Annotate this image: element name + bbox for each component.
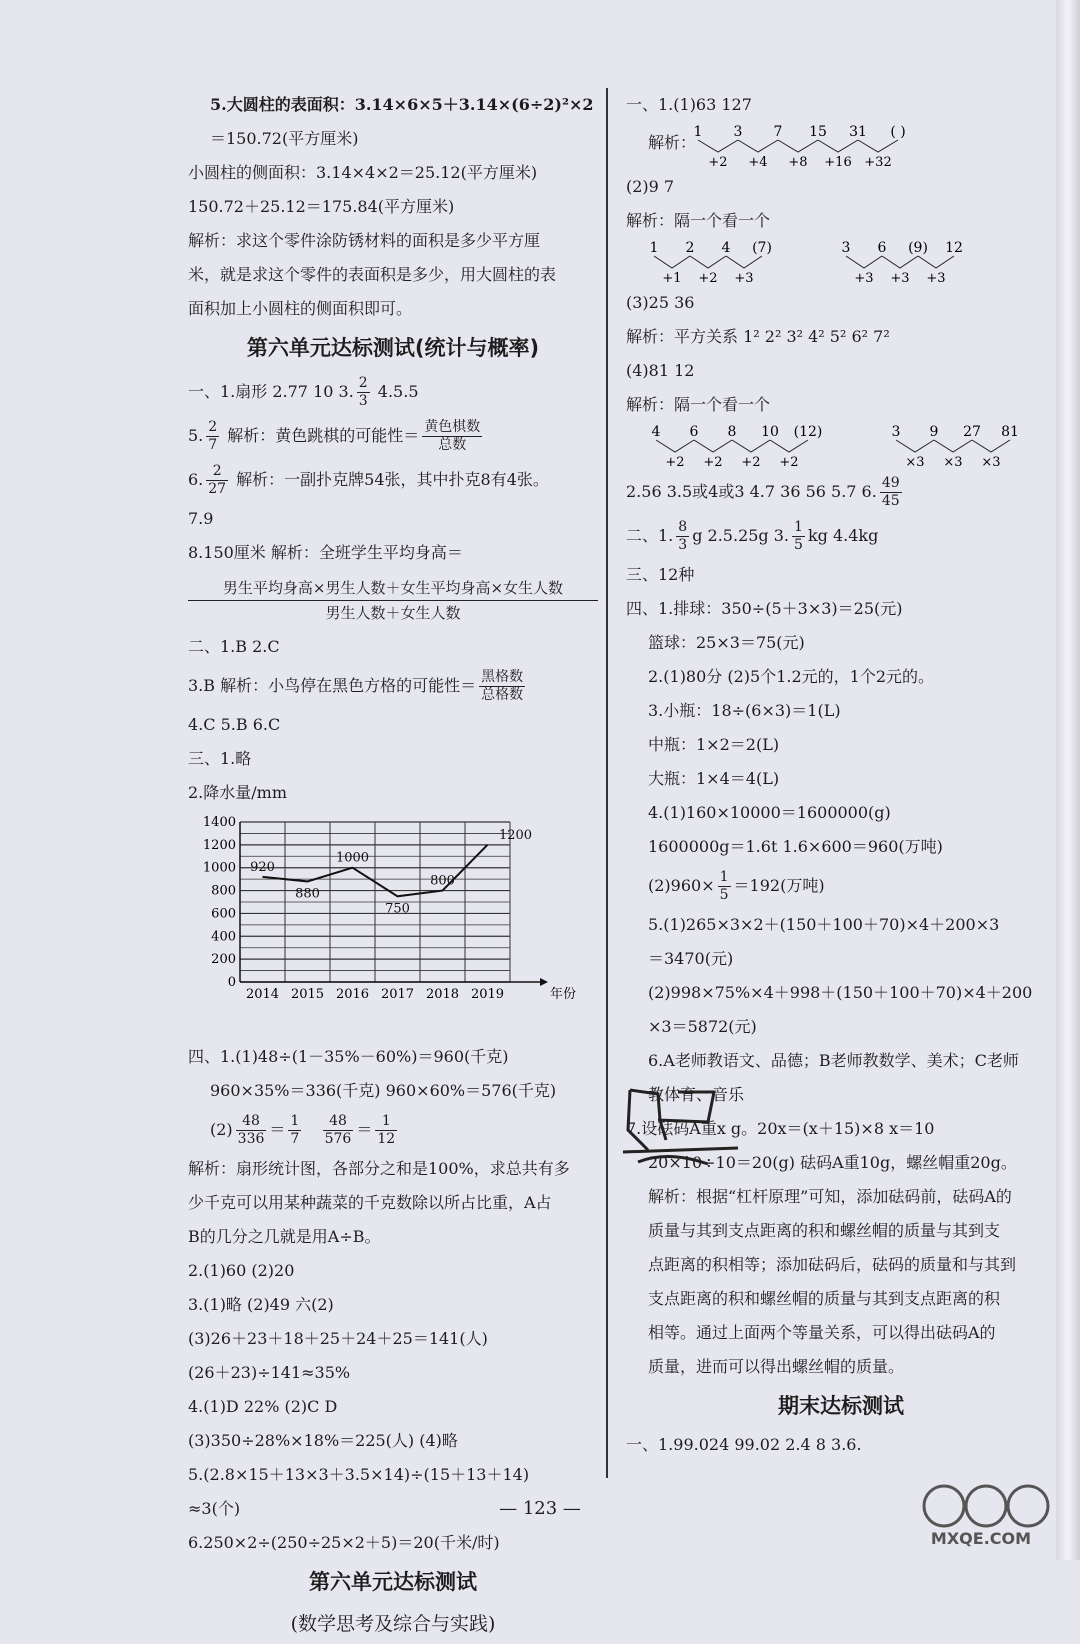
analysis-line: 面积加上小圆柱的侧面积即可。	[188, 299, 413, 318]
watermark-logo	[896, 1480, 1066, 1550]
rainfall-line-chart	[188, 810, 608, 1040]
answer-text: kg 4.4kg	[807, 526, 879, 545]
sequence-number: (7)	[752, 240, 772, 256]
fraction-denominator: 27	[208, 481, 227, 497]
answer-line: 2.(1)80分 (2)5个1.2元的，1个2元的。	[648, 667, 935, 686]
answer-text: 解析：一副扑克牌54张，其中扑克8有4张。	[231, 470, 549, 489]
x-tick-label: 2019	[470, 987, 505, 1002]
sequence-number: 15	[809, 124, 827, 140]
analysis-line: 解析：隔一个看一个	[626, 395, 771, 414]
sequence-analysis-4	[626, 422, 1056, 470]
sequence-diagram	[626, 238, 1056, 286]
sequence-connector	[858, 140, 898, 152]
left-column	[188, 88, 598, 1644]
fraction	[718, 869, 731, 904]
data-label: 750	[385, 901, 410, 917]
answer-line: 教体育、音乐	[648, 1085, 745, 1104]
sequence-connector	[738, 140, 778, 152]
answer-line: 4.(1)160×10000＝1600000(g)	[648, 803, 891, 822]
answer-line	[188, 414, 598, 458]
answer-text: 4.5.5	[372, 382, 419, 401]
sequence-connector	[694, 440, 732, 452]
sequence-number: 31	[849, 124, 867, 140]
answer-text: 解析：黄色跳棋的可能性＝	[222, 426, 420, 445]
sequence-number: (9)	[908, 240, 928, 256]
fraction	[792, 519, 805, 554]
sequence-number: 3	[733, 124, 743, 140]
answer-line: 960×35%＝336(千克) 960×60%＝576(千克)	[210, 1081, 557, 1100]
answer-line: (2)998×75%×4＋998＋(150＋100＋70)×4＋200	[648, 983, 1033, 1002]
sequence-difference: +4	[748, 155, 768, 170]
fraction	[206, 419, 219, 454]
data-label: 920	[250, 859, 275, 875]
answer-line: 20×10÷10＝20(g) 砝码A重10g，螺丝帽重20g。	[648, 1153, 1017, 1172]
answer-line: 四、1.(1)48÷(1－35%－60%)＝960(千克)	[188, 1047, 509, 1066]
fraction-denominator: 5	[794, 537, 803, 553]
page-number: — 123 —	[499, 1498, 581, 1519]
analysis-line: 解析：扇形统计图，各部分之和是100%，求总共有多	[188, 1159, 570, 1178]
answer-text: 3.B 解析：小鸟停在黑色方格的可能性＝	[188, 676, 477, 695]
answer-text: 5.	[188, 426, 204, 445]
fraction-denominator: 12	[377, 1131, 396, 1147]
sequence-difference: +2	[703, 455, 723, 470]
answer-text: 2.56 3.5或4或3 4.7 36 56 5.7 6.	[626, 482, 877, 501]
answer-text: 二、1.	[626, 526, 674, 545]
answer-line: (3)25 36	[626, 293, 695, 312]
x-axis-label: 年份	[550, 987, 577, 1002]
section-title: 期末达标测试	[778, 1394, 904, 1418]
answer-line: 7.设砝码A重x g。20x＝(x＋15)×8 x＝10	[626, 1119, 935, 1138]
fraction-denominator: 576	[324, 1131, 352, 1147]
answer-line: 大瓶：1×4＝4(L)	[648, 769, 780, 788]
fraction-numerator: 2	[358, 375, 368, 391]
answer-line: ＝150.72(平方厘米)	[210, 129, 359, 148]
answer-line: 篮球：25×3＝75(元)	[648, 633, 805, 652]
sequence-difference: +2	[665, 455, 685, 470]
fraction-denominator: 3	[678, 537, 688, 553]
y-tick-label: 1000	[202, 860, 236, 876]
answer-line: (4)81 12	[626, 361, 695, 380]
analysis-line: 质量，进而可以得出螺丝帽的质量。	[648, 1357, 905, 1376]
y-tick-label: 1400	[202, 815, 236, 830]
analysis-line: 相等。通过上面两个等量关系，可以得出砝码A的	[648, 1323, 996, 1342]
fraction	[236, 1113, 267, 1148]
sequence-connector	[770, 440, 808, 452]
sequence-number: ( )	[890, 124, 906, 140]
sequence-number: 81	[1001, 424, 1019, 440]
answer-line: ≈3(个)	[188, 1499, 241, 1518]
fraction-numerator: 8	[678, 519, 688, 535]
answer-line: 4.(1)D 22% (2)C D	[188, 1397, 338, 1416]
fraction	[323, 1113, 354, 1148]
fraction	[676, 519, 689, 554]
y-tick-label: 400	[211, 929, 236, 945]
fraction-numerator: 1	[794, 519, 803, 535]
answer-text: g 2.5.25g 3.	[692, 526, 790, 545]
fraction-numerator: 黄色棋数	[424, 419, 481, 435]
sequence-number: 27	[963, 424, 981, 440]
fraction-numerator: 1	[375, 1113, 397, 1131]
answer-line: ×3＝5872(元)	[648, 1017, 757, 1036]
right-column	[626, 88, 1056, 1462]
sequence-difference: +3	[890, 271, 910, 286]
fraction-denominator: 总格数	[481, 687, 524, 703]
y-tick-label: 0	[227, 975, 236, 990]
analysis-line: 解析：平方关系 1² 2² 3² 4² 5² 6² 7²	[626, 327, 890, 346]
data-label: 800	[430, 873, 455, 889]
answer-line: 5.(1)265×3×2＋(150＋100＋70)×4＋200×3	[648, 915, 1000, 934]
sequence-connector	[818, 140, 858, 152]
answer-line: 三、1.略	[188, 749, 252, 768]
sequence-connector	[656, 440, 694, 452]
x-tick-label: 2016	[335, 987, 370, 1002]
answer-line: 小圆柱的侧面积：3.14×4×2＝25.12(平方厘米)	[188, 163, 538, 182]
answer-line	[626, 514, 1056, 558]
sequence-number: 3	[841, 240, 851, 256]
section-title: 第六单元达标测试(统计与概率)	[246, 336, 540, 360]
sequence-diagram	[626, 122, 1046, 170]
answer-line: 3.(1)略 (2)49 六(2)	[188, 1295, 334, 1314]
fraction	[880, 475, 902, 510]
analysis-label: 解析：	[648, 133, 697, 152]
sequence-diagram	[626, 422, 1056, 470]
fraction	[357, 375, 370, 410]
sequence-number: 3	[891, 424, 901, 440]
fraction	[206, 463, 228, 498]
answer-line: 三、12种	[626, 565, 695, 584]
chart-caption: 2.降水量/mm	[188, 783, 288, 802]
analysis-line: 少千克可以用某种蔬菜的千克数除以所占比重，A占	[188, 1193, 552, 1212]
y-tick-label: 600	[211, 906, 236, 922]
sequence-connector	[934, 440, 972, 452]
sequence-difference: ×3	[981, 455, 1001, 470]
answer-line: 6.250×2÷(250÷25×2＋5)＝20(千米/时)	[188, 1533, 500, 1552]
sequence-analysis-2	[626, 238, 1056, 286]
sequence-number: 6	[689, 424, 699, 440]
fraction-denominator: 336	[237, 1131, 265, 1147]
sequence-number: 10	[761, 424, 779, 440]
fraction-numerator: 2	[206, 463, 228, 481]
sequence-connector	[698, 140, 738, 152]
fraction-numerator: 48	[236, 1113, 267, 1131]
answer-line: 3.小瓶：18÷(6×3)＝1(L)	[648, 701, 841, 720]
fraction-numerator: 1	[719, 869, 729, 885]
sequence-connector	[726, 256, 762, 268]
answer-line: 5.(2.8×15＋13×3＋3.5×14)÷(15＋13＋14)	[188, 1465, 530, 1484]
x-tick-label: 2018	[425, 987, 460, 1002]
sequence-number: 8	[727, 424, 737, 440]
sequence-difference: +32	[864, 155, 892, 170]
answer-line: 一、1.(1)63 127	[626, 95, 752, 114]
answer-line: 一、1.99.024 99.02 2.4 8 3.6.	[626, 1435, 862, 1454]
answer-line: 150.72＋25.12＝175.84(平方厘米)	[188, 197, 455, 216]
fraction	[375, 1113, 397, 1148]
sequence-number: 12	[945, 240, 963, 256]
fraction-denominator: 7	[208, 437, 218, 453]
sequence-difference: +2	[698, 271, 718, 286]
fraction-numerator: 2	[208, 419, 218, 435]
analysis-line: B的几分之几就是用A÷B。	[188, 1227, 381, 1246]
fraction-numerator: 黑格数	[481, 669, 524, 685]
answer-text: 6.	[188, 470, 204, 489]
answer-text: ＝192(万吨)	[733, 876, 825, 895]
sequence-connector	[918, 256, 954, 268]
sequence-number: (12)	[793, 424, 823, 440]
answer-text: (2)	[210, 1120, 233, 1139]
answer-line: (26＋23)÷141≈35%	[188, 1363, 351, 1382]
answer-text: (2)960×	[648, 876, 715, 895]
fraction-denominator: 7	[290, 1131, 300, 1147]
sequence-difference: +3	[926, 271, 946, 286]
y-tick-label: 1200	[202, 837, 236, 853]
sequence-difference: +2	[779, 455, 799, 470]
answer-line: 1600000g＝1.6t 1.6×600＝960(万吨)	[648, 837, 943, 856]
answer-line: 四、1.排球：350÷(5＋3×3)＝25(元)	[626, 599, 903, 618]
sequence-difference: +2	[741, 455, 761, 470]
y-tick-label: 800	[211, 883, 236, 899]
sequence-difference: +3	[734, 271, 754, 286]
answer-line: 8.150厘米 解析：全班学生平均身高＝	[188, 543, 463, 562]
answer-line: 7.9	[188, 509, 214, 528]
x-tick-label: 2014	[245, 987, 280, 1002]
sequence-difference: +3	[854, 271, 874, 286]
sequence-number: 4	[651, 424, 661, 440]
answer-line	[626, 470, 1056, 514]
analysis-line: 解析：隔一个看一个	[626, 211, 771, 230]
answer-line	[626, 864, 1056, 908]
fraction-numerator: 49	[881, 475, 900, 491]
x-tick-label: 2015	[290, 987, 325, 1002]
answer-line: 二、1.B 2.C	[188, 637, 280, 656]
sequence-connector	[690, 256, 726, 268]
height-formula	[188, 570, 598, 630]
fraction	[422, 419, 482, 454]
sequence-number: 1	[649, 240, 659, 256]
sequence-number: 1	[693, 124, 703, 140]
fraction-denominator: 总数	[438, 437, 467, 453]
sequence-connector	[882, 256, 918, 268]
answer-line: (2)9 7	[626, 177, 675, 196]
fraction-numerator: 48	[323, 1113, 354, 1131]
sequence-difference: +2	[708, 155, 728, 170]
answer-line: 中瓶：1×2＝2(L)	[648, 735, 780, 754]
analysis-line: 支点距离的积和螺丝帽的质量与其到支点距离的积	[648, 1289, 1001, 1308]
sequence-connector	[654, 256, 690, 268]
sequence-difference: +1	[662, 271, 682, 286]
answer-line: ＝3470(元)	[648, 949, 734, 968]
fraction	[479, 669, 525, 704]
analysis-line: 米，就是求这个零件的表面积是多少，用大圆柱的表	[188, 265, 557, 284]
answer-line: 5.大圆柱的表面积：3.14×6×5＋3.14×(6÷2)²×2	[210, 95, 594, 114]
fraction-denominator: 3	[358, 393, 368, 409]
sequence-connector	[972, 440, 1010, 452]
column-divider	[606, 88, 608, 1478]
section-title: 第六单元达标测试	[309, 1570, 477, 1594]
answer-line	[188, 370, 598, 414]
handwriting-scribble	[618, 1080, 758, 1170]
data-label: 1200	[498, 827, 533, 843]
sequence-analysis-1	[626, 122, 1056, 170]
x-tick-label: 2017	[380, 987, 415, 1002]
data-label: 1000	[335, 850, 370, 866]
analysis-line: 质量与其到支点距离的积和螺丝帽的质量与其到支	[648, 1221, 1001, 1240]
section-subtitle: (数学思考及综合与实践)	[290, 1613, 496, 1635]
data-label: 880	[295, 886, 320, 902]
sequence-number: 4	[721, 240, 731, 256]
answer-line: (3)26＋23＋18＋25＋24＋25＝141(人)	[188, 1329, 488, 1348]
answer-line: 2.(1)60 (2)20	[188, 1261, 295, 1280]
analysis-line: 点距离的积相等；添加砝码后，砝码的质量和与其到	[648, 1255, 1017, 1274]
answer-line: (3)350÷28%×18%＝225(人) (4)略	[188, 1431, 458, 1450]
sequence-difference: +8	[788, 155, 808, 170]
sequence-connector	[846, 256, 882, 268]
analysis-line: 解析：根据“杠杆原理”可知，添加砝码前，砝码A的	[648, 1187, 1012, 1206]
x-axis-arrow	[540, 978, 548, 986]
sequence-difference: ×3	[943, 455, 963, 470]
answer-text: 一、1.扇形 2.77 10 3.	[188, 382, 354, 401]
analysis-line: 解析：求这个零件涂防锈材料的面积是多少平方厘	[188, 231, 541, 250]
sequence-connector	[896, 440, 934, 452]
sequence-difference: ×3	[905, 455, 925, 470]
sequence-number: 9	[929, 424, 939, 440]
sequence-number: 2	[685, 240, 695, 256]
fraction-denominator: 5	[719, 887, 729, 903]
sequence-difference: +16	[824, 155, 852, 170]
sequence-connector	[732, 440, 770, 452]
fraction-denominator: 45	[881, 493, 900, 509]
answer-line: 6.A老师教语文、品德；B老师教数学、美术；C老师	[648, 1051, 1019, 1070]
y-tick-label: 200	[211, 952, 236, 968]
sequence-connector	[778, 140, 818, 152]
answer-line: 4.C 5.B 6.C	[188, 715, 281, 734]
sequence-number: 6	[877, 240, 887, 256]
page-edge	[1056, 0, 1080, 1560]
answer-line	[188, 458, 598, 502]
fraction	[288, 1113, 301, 1148]
fraction-numerator: 1	[290, 1113, 300, 1129]
answer-line: (2) $\frac{48}{336}$ ＝ $\frac{1}{7}$ $\frac{48}{576}$ ＝ $\frac{1}{12}$	[210, 1113, 396, 1147]
svg-text:MXQE.COM: MXQE.COM	[930, 1529, 1032, 1548]
formula-denominator: 男生人数＋女生人数	[325, 603, 461, 622]
sequence-number: 7	[773, 124, 783, 140]
formula-numerator: 男生平均身高×男生人数＋女生平均身高×女生人数	[188, 576, 598, 601]
chart-svg	[188, 810, 608, 1040]
answer-line	[188, 664, 598, 708]
